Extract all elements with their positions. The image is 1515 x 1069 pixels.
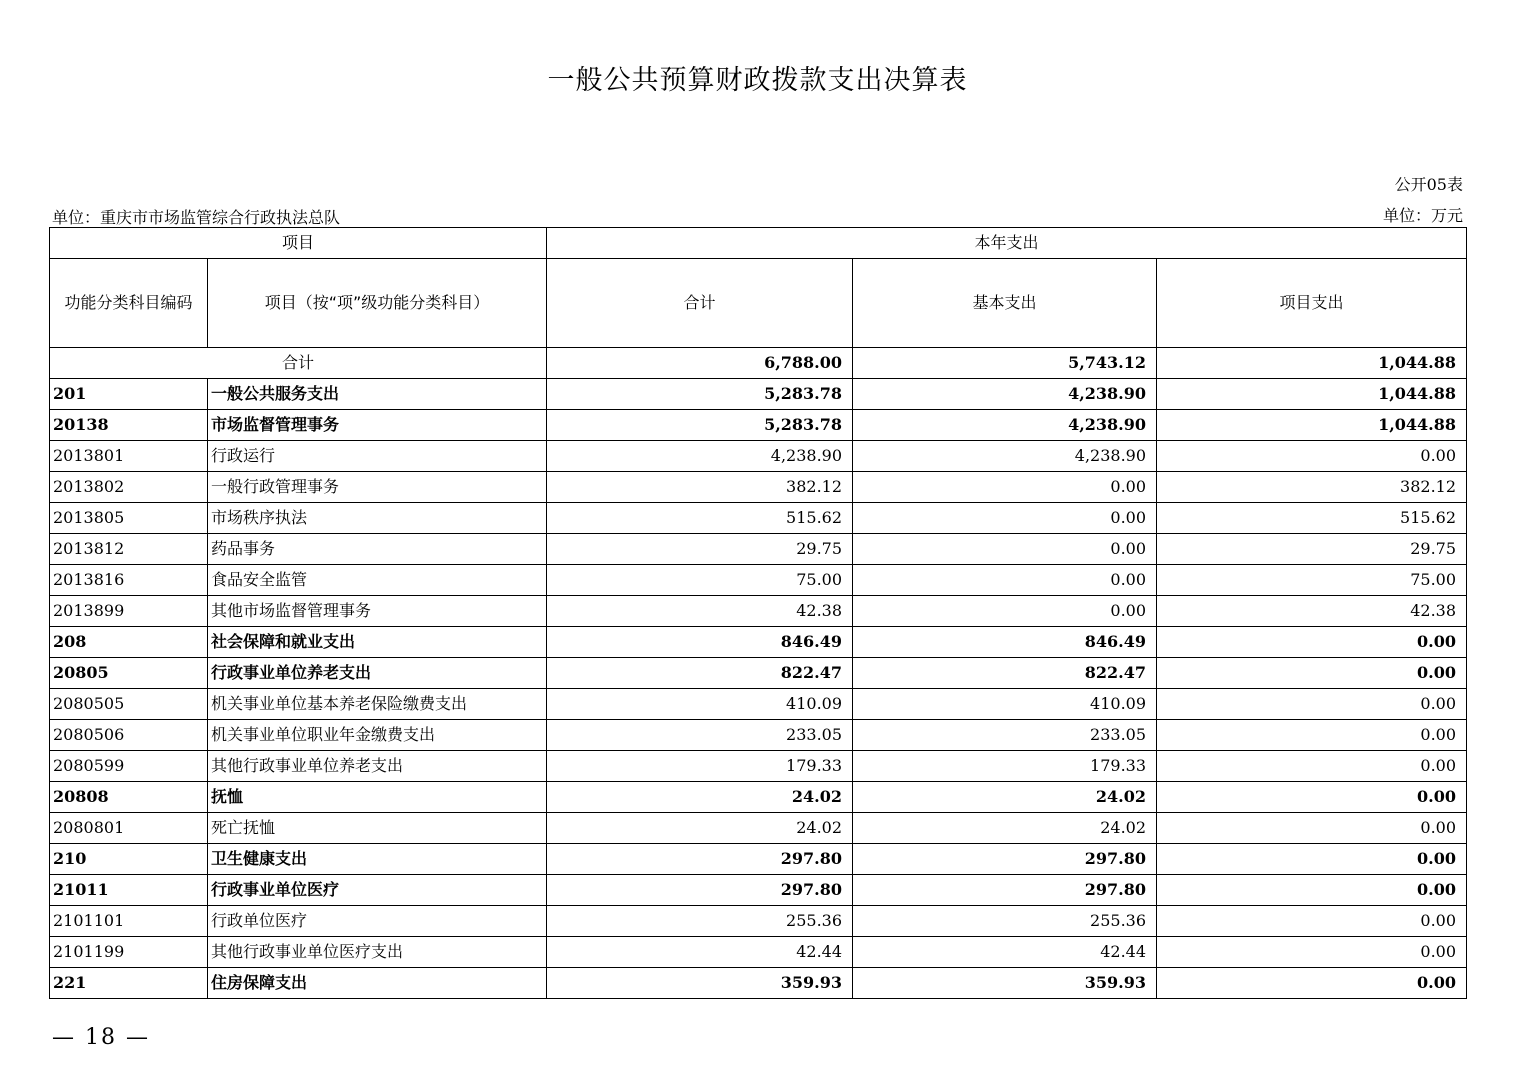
- row-code: 210: [50, 844, 208, 875]
- table-row: [50, 658, 1467, 689]
- row-project: 0.00: [1157, 720, 1467, 751]
- row-code: 2080801: [50, 813, 208, 844]
- table-row: [50, 906, 1467, 937]
- row-total: 179.33: [547, 751, 853, 782]
- row-project: 0.00: [1157, 441, 1467, 472]
- header-name: 项目（按“项”级功能分类科目）: [208, 259, 547, 348]
- row-total: 42.44: [547, 937, 853, 968]
- table-row: [50, 503, 1467, 534]
- row-basic: 24.02: [853, 782, 1157, 813]
- row-project: 75.00: [1157, 565, 1467, 596]
- row-total: 5,283.78: [547, 410, 853, 441]
- page-title: 一般公共预算财政拨款支出决算表: [547, 65, 968, 96]
- row-code: 20805: [50, 658, 208, 689]
- row-code: 2013816: [50, 565, 208, 596]
- row-total: 359.93: [547, 968, 853, 999]
- expenditure-table: [49, 227, 1467, 999]
- row-name: 市场监督管理事务: [208, 410, 547, 441]
- row-name: 其他市场监督管理事务: [208, 596, 547, 627]
- row-total: 515.62: [547, 503, 853, 534]
- row-project: 382.12: [1157, 472, 1467, 503]
- row-basic: 4,238.90: [853, 410, 1157, 441]
- table-row: [50, 751, 1467, 782]
- page-number: — 18 —: [52, 1025, 150, 1050]
- row-total: 4,238.90: [547, 441, 853, 472]
- row-total: 822.47: [547, 658, 853, 689]
- row-name: 行政事业单位养老支出: [208, 658, 547, 689]
- row-basic: 24.02: [853, 813, 1157, 844]
- row-total: 24.02: [547, 813, 853, 844]
- row-total: 382.12: [547, 472, 853, 503]
- header-row-1: [50, 228, 1467, 259]
- row-basic: 297.80: [853, 875, 1157, 906]
- row-name: 市场秩序执法: [208, 503, 547, 534]
- row-project: 0.00: [1157, 813, 1467, 844]
- row-basic: 0.00: [853, 503, 1157, 534]
- row-basic: 0.00: [853, 596, 1157, 627]
- row-basic: 255.36: [853, 906, 1157, 937]
- row-code: 2013801: [50, 441, 208, 472]
- row-code: 221: [50, 968, 208, 999]
- row-total: 233.05: [547, 720, 853, 751]
- row-code: 2013812: [50, 534, 208, 565]
- row-code: 208: [50, 627, 208, 658]
- row-name: 药品事务: [208, 534, 547, 565]
- unit-currency: 单位：万元: [1382, 206, 1463, 225]
- form-number: 公开05表: [1394, 175, 1463, 194]
- row-total: 846.49: [547, 627, 853, 658]
- row-project: 515.62: [1157, 503, 1467, 534]
- row-project: 0.00: [1157, 658, 1467, 689]
- row-basic: 233.05: [853, 720, 1157, 751]
- row-name: 死亡抚恤: [208, 813, 547, 844]
- header-current-year: 本年支出: [547, 228, 1467, 259]
- header-item: 项目: [50, 228, 547, 259]
- row-project: 1,044.88: [1157, 379, 1467, 410]
- row-project: 0.00: [1157, 875, 1467, 906]
- header-total: 合计: [547, 259, 853, 348]
- row-total: 255.36: [547, 906, 853, 937]
- row-total: 29.75: [547, 534, 853, 565]
- row-basic: 410.09: [853, 689, 1157, 720]
- row-name: 一般行政管理事务: [208, 472, 547, 503]
- row-basic: 4,238.90: [853, 441, 1157, 472]
- row-basic: 0.00: [853, 534, 1157, 565]
- table-row: [50, 813, 1467, 844]
- row-code: 201: [50, 379, 208, 410]
- row-total: 410.09: [547, 689, 853, 720]
- total-total: 6,788.00: [547, 348, 853, 379]
- row-name: 住房保障支出: [208, 968, 547, 999]
- row-code: 2101199: [50, 937, 208, 968]
- row-basic: 846.49: [853, 627, 1157, 658]
- row-basic: 0.00: [853, 472, 1157, 503]
- row-basic: 822.47: [853, 658, 1157, 689]
- table-row: [50, 689, 1467, 720]
- table-row: [50, 968, 1467, 999]
- row-project: 29.75: [1157, 534, 1467, 565]
- row-name: 其他行政事业单位医疗支出: [208, 937, 547, 968]
- row-name: 机关事业单位基本养老保险缴费支出: [208, 689, 547, 720]
- row-project: 0.00: [1157, 627, 1467, 658]
- total-basic: 5,743.12: [853, 348, 1157, 379]
- row-project: 0.00: [1157, 689, 1467, 720]
- table-row: [50, 937, 1467, 968]
- row-code: 2013805: [50, 503, 208, 534]
- row-basic: 359.93: [853, 968, 1157, 999]
- row-total: 5,283.78: [547, 379, 853, 410]
- row-name: 卫生健康支出: [208, 844, 547, 875]
- table-row: [50, 627, 1467, 658]
- row-code: 2013899: [50, 596, 208, 627]
- header-code: 功能分类科目编码: [50, 259, 208, 348]
- table-row: [50, 410, 1467, 441]
- row-project: 0.00: [1157, 906, 1467, 937]
- table-row: [50, 782, 1467, 813]
- table-row: [50, 565, 1467, 596]
- row-name: 一般公共服务支出: [208, 379, 547, 410]
- row-project: 1,044.88: [1157, 410, 1467, 441]
- row-project: 0.00: [1157, 782, 1467, 813]
- row-total: 75.00: [547, 565, 853, 596]
- row-name: 行政运行: [208, 441, 547, 472]
- row-total: 297.80: [547, 844, 853, 875]
- row-total: 24.02: [547, 782, 853, 813]
- row-code: 2101101: [50, 906, 208, 937]
- header-basic: 基本支出: [853, 259, 1157, 348]
- table-row: [50, 720, 1467, 751]
- row-name: 机关事业单位职业年金缴费支出: [208, 720, 547, 751]
- table-row: [50, 472, 1467, 503]
- row-project: 0.00: [1157, 844, 1467, 875]
- table-row: [50, 875, 1467, 906]
- row-total: 42.38: [547, 596, 853, 627]
- row-code: 20138: [50, 410, 208, 441]
- row-project: 0.00: [1157, 968, 1467, 999]
- row-basic: 4,238.90: [853, 379, 1157, 410]
- row-basic: 297.80: [853, 844, 1157, 875]
- row-name: 食品安全监管: [208, 565, 547, 596]
- row-name: 社会保障和就业支出: [208, 627, 547, 658]
- table-row: [50, 441, 1467, 472]
- row-code: 20808: [50, 782, 208, 813]
- row-basic: 0.00: [853, 565, 1157, 596]
- row-code: 2080505: [50, 689, 208, 720]
- table-row: [50, 534, 1467, 565]
- row-basic: 42.44: [853, 937, 1157, 968]
- total-project: 1,044.88: [1157, 348, 1467, 379]
- unit-organization: 单位：重庆市市场监管综合行政执法总队: [52, 208, 341, 227]
- row-project: 0.00: [1157, 937, 1467, 968]
- row-name: 抚恤: [208, 782, 547, 813]
- header-row-2: [50, 259, 1467, 348]
- row-project: 42.38: [1157, 596, 1467, 627]
- row-name: 行政单位医疗: [208, 906, 547, 937]
- header-project: 项目支出: [1157, 259, 1467, 348]
- total-label: 合计: [50, 348, 547, 379]
- table-row: [50, 844, 1467, 875]
- row-name: 行政事业单位医疗: [208, 875, 547, 906]
- row-code: 2013802: [50, 472, 208, 503]
- row-basic: 179.33: [853, 751, 1157, 782]
- row-code: 2080599: [50, 751, 208, 782]
- row-total: 297.80: [547, 875, 853, 906]
- table-row: [50, 379, 1467, 410]
- row-name: 其他行政事业单位养老支出: [208, 751, 547, 782]
- total-row: [50, 348, 1467, 379]
- row-code: 21011: [50, 875, 208, 906]
- row-code: 2080506: [50, 720, 208, 751]
- row-project: 0.00: [1157, 751, 1467, 782]
- table-row: [50, 596, 1467, 627]
